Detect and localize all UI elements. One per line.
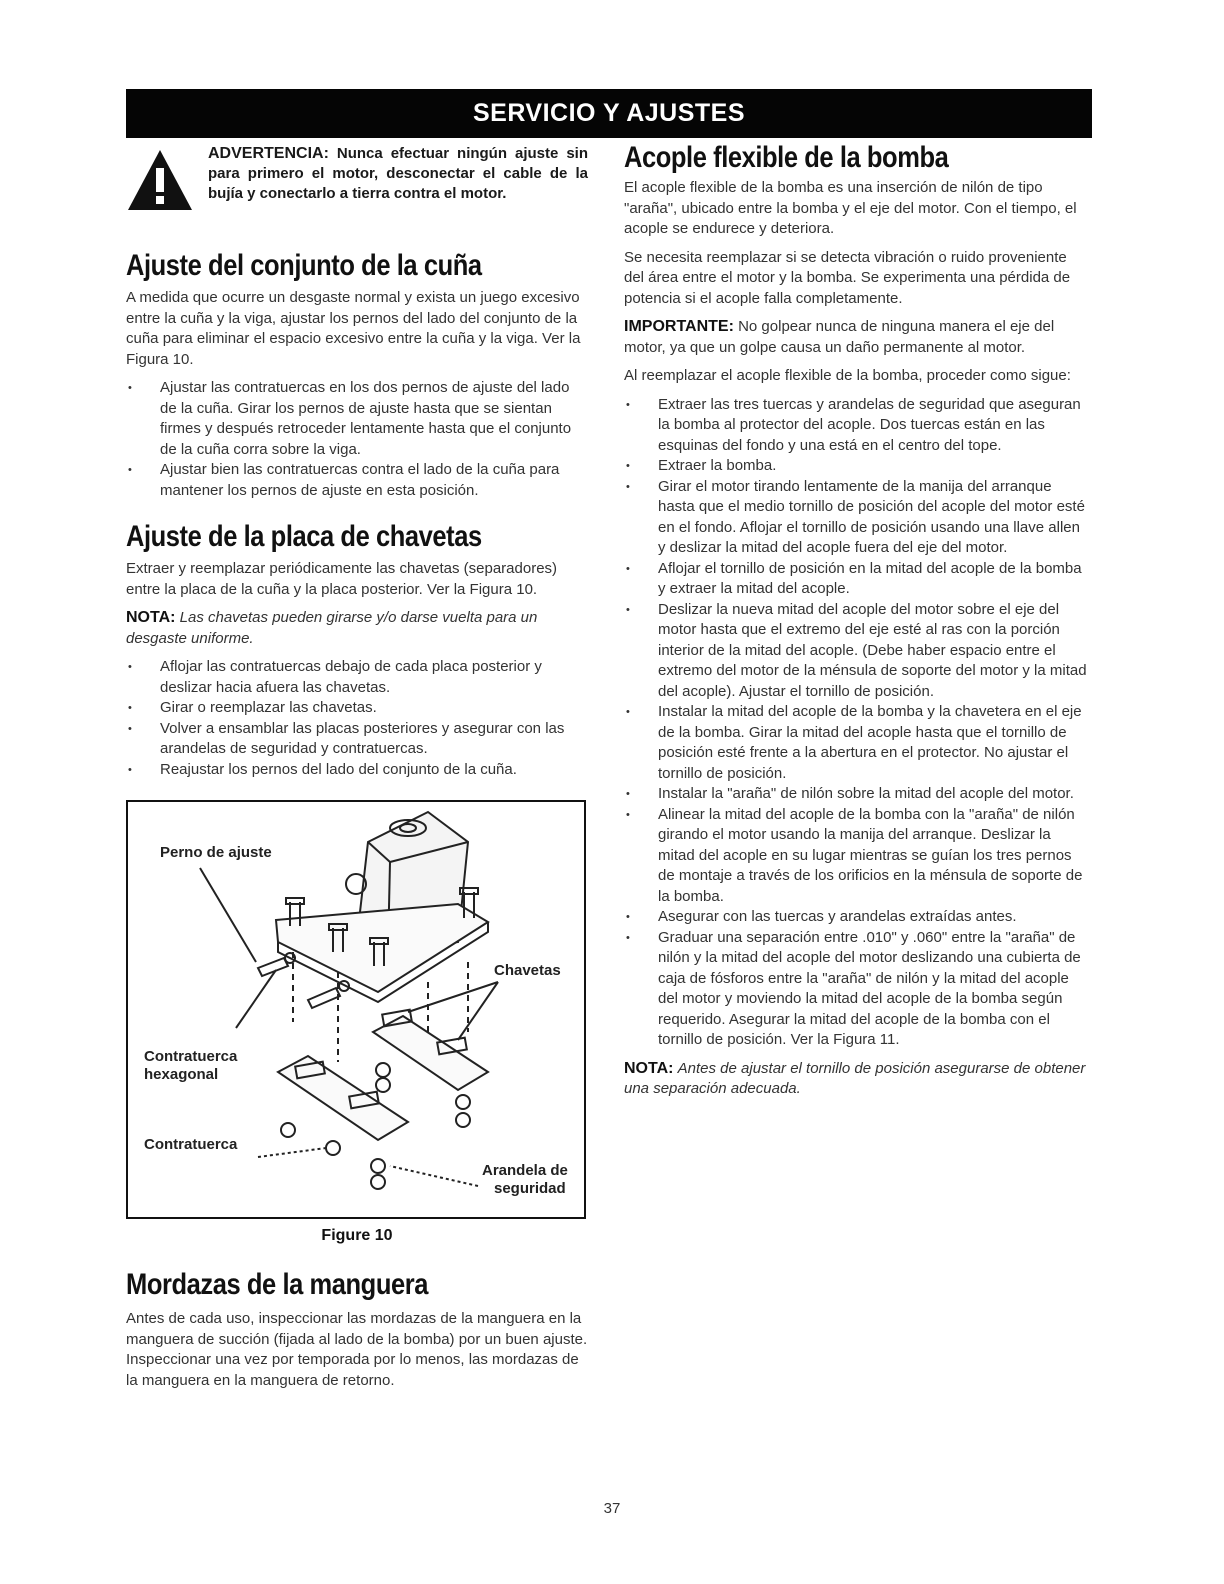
- coupling-p1: El acople flexible de la bomba es una inserción de nilón de tipo "araña", ubicado entre la bomba y el eje del motor. Con el tiempo, el acople se endurece y deteriora.: [624, 179, 1077, 237]
- coupling-p2: Se necesita reemplazar si se detecta vibración o ruido proveniente del área entre el motor y la bomba. Se experimenta una pérdida de potencia si el acople falla completamente.: [624, 248, 1071, 307]
- right-column: [624, 141, 1090, 1108]
- list-item: • Ajustar bien las contratuercas contra el lado de la cuña para mantener los pernos de ajuste en esta posición.: [126, 460, 588, 501]
- important-text: No golpear nunca de ninguna manera el eje del motor, ya que un golpe causa un daño permanente al motor.: [624, 318, 1055, 356]
- list-item: • Aflojar las contratuercas debajo de cada placa posterior y deslizar hacia afuera las chavetas.: [126, 657, 588, 698]
- list-item: • Extraer la bomba.: [624, 456, 1090, 477]
- figure-10: [126, 800, 586, 1219]
- warning-block: [126, 144, 588, 238]
- list-item: • Girar o reemplazar las chavetas.: [126, 698, 588, 719]
- list-item: • Instalar la "araña" de nilón sobre la mitad del acople del motor.: [624, 784, 1090, 805]
- warning-triangle-icon: [126, 148, 194, 212]
- list-item: • Extraer las tres tuercas y arandelas de seguridad que aseguran la bomba al protector del acople. Dos tuercas están en las esquinas del fondo y una está en el centro del tope.: [624, 395, 1090, 457]
- coupling-title: Acople flexible de la bomba: [624, 141, 949, 174]
- list-item: • Girar el motor tirando lentamente de la manija del arranque hasta que el medio tornillo de posición del acople del motor esté en el fondo. Aflojar el tornillo de posición usando una llave allen y deslizar la mitad del acople fuera del eje del motor.: [624, 477, 1090, 559]
- list-item: • Instalar la mitad del acople de la bomba y la chavetera en el eje de la bomba. Girar la mitad del acople hasta que el tornillo de posición esté frente a la abertura en el protector. No ajustar el tornillo de posición.: [624, 702, 1090, 784]
- coupling-p3: Al reemplazar el acople flexible de la bomba, proceder como sigue:: [624, 367, 1071, 384]
- list-item: • Asegurar con las tuercas y arandelas extraídas antes.: [624, 907, 1090, 928]
- label-arandela-1: Arandela de: [482, 1162, 568, 1179]
- label-contratuerca: Contratuerca: [144, 1136, 238, 1153]
- coupling-note: [624, 1059, 1090, 1100]
- page-number: 37: [603, 1500, 621, 1517]
- label-contratuerca-hex-2: hexagonal: [144, 1066, 219, 1083]
- label-arandela-2: seguridad: [494, 1180, 566, 1197]
- warning-body: Nunca efectuar ningún ajuste sin para primero el motor, desconectar el cable de la bujía y conectarlo a tierra contra el motor.: [208, 145, 588, 202]
- section-banner: SERVICIO Y AJUSTES: [126, 89, 1092, 138]
- list-item: • Aflojar el tornillo de posición en la mitad del acople de la bomba y extraer la mitad del acople.: [624, 559, 1090, 600]
- note-text: Las chavetas pueden girarse y/o darse vuelta para un desgaste uniforme.: [126, 609, 538, 647]
- coupling-important: [624, 317, 1090, 358]
- wedge-assembly-diagram: [128, 802, 584, 1217]
- list-item: • Reajustar los pernos del lado del conjunto de la cuña.: [126, 760, 588, 781]
- hose-text: Antes de cada uso, inspeccionar las mordazas de la manguera en la manguera de succión (fijada al lado de la bomba) por un buen ajuste. Inspeccionar una vez por temporada por lo menos, las mordazas de la manguera en la manguera de retorno.: [126, 1310, 588, 1389]
- figure-caption: Figure 10: [321, 1227, 393, 1244]
- list-item: • Graduar una separación entre .010" y .060" entre la "araña" de nilón y la mitad del acople del motor deslizando una cubierta de caja de fósforos entre la "araña" de nilón y la mitad del acople del motor y moviendo la mitad del acople de la bomba según requerido. Asegurar la mitad del acople de la bomba con el tornillo de posición. Ver la Figura 11.: [624, 928, 1090, 1051]
- note-label: NOTA:: [126, 609, 176, 626]
- coupling-list: [624, 395, 1090, 1051]
- plate-intro: Extraer y reemplazar periódicamente las chavetas (separadores) entre la placa de la cuña y la placa posterior. Ver la Figura 10.: [126, 560, 558, 598]
- important-label: IMPORTANTE:: [624, 318, 734, 335]
- wedge-title: Ajuste del conjunto de la cuña: [126, 249, 482, 282]
- list-item: • Volver a ensamblar las placas posteriores y asegurar con las arandelas de seguridad y contratuercas.: [126, 719, 588, 760]
- plate-title: Ajuste de la placa de chavetas: [126, 520, 482, 553]
- left-column: [126, 144, 588, 1399]
- label-contratuerca-hex-1: Contratuerca: [144, 1048, 238, 1065]
- list-item: • Deslizar la nueva mitad del acople del motor sobre el eje del motor hasta que el extremo del eje esté al ras con la porción interior de la mitad del acople. (Debe haber espacio entre el extremo del motor de la ménsula de soporte del motor y la mitad del acople). Ajustar el tornillo de posición.: [624, 600, 1090, 703]
- label-perno: Perno de ajuste: [160, 844, 272, 861]
- plate-list: [126, 657, 588, 780]
- plate-note: [126, 608, 588, 649]
- hose-title: Mordazas de la manguera: [126, 1268, 429, 1301]
- warning-text: [208, 144, 588, 204]
- list-item: • Alinear la mitad del acople de la bomba con la "araña" de nilón girando el motor usando la manija del arranque. Deslizar la mitad del acople en su lugar mientras se guían los tres pernos de montaje a través de los orificios en la ménsula de soporte de la bomba.: [624, 805, 1090, 908]
- wedge-intro: A medida que ocurre un desgaste normal y exista un juego excesivo entre la cuña y la viga, ajustar los pernos del lado del conjunto de la cuña para eliminar el espacio excesivo entre la cuña y la viga. Ver la Figura 10.: [126, 289, 581, 368]
- wedge-list: [126, 378, 588, 501]
- note-label: NOTA:: [624, 1059, 674, 1077]
- warning-label: ADVERTENCIA:: [208, 145, 329, 162]
- list-item: • Ajustar las contratuercas en los dos pernos de ajuste del lado de la cuña. Girar los pernos de ajuste hasta que se sientan firmes y después retroceder lentamente hasta que el conjunto de la cuña corra sobre la viga.: [126, 378, 588, 460]
- label-chavetas: Chavetas: [494, 962, 561, 979]
- note-text: Antes de ajustar el tornillo de posición asegurarse de obtener una separación adecuada.: [624, 1059, 1086, 1097]
